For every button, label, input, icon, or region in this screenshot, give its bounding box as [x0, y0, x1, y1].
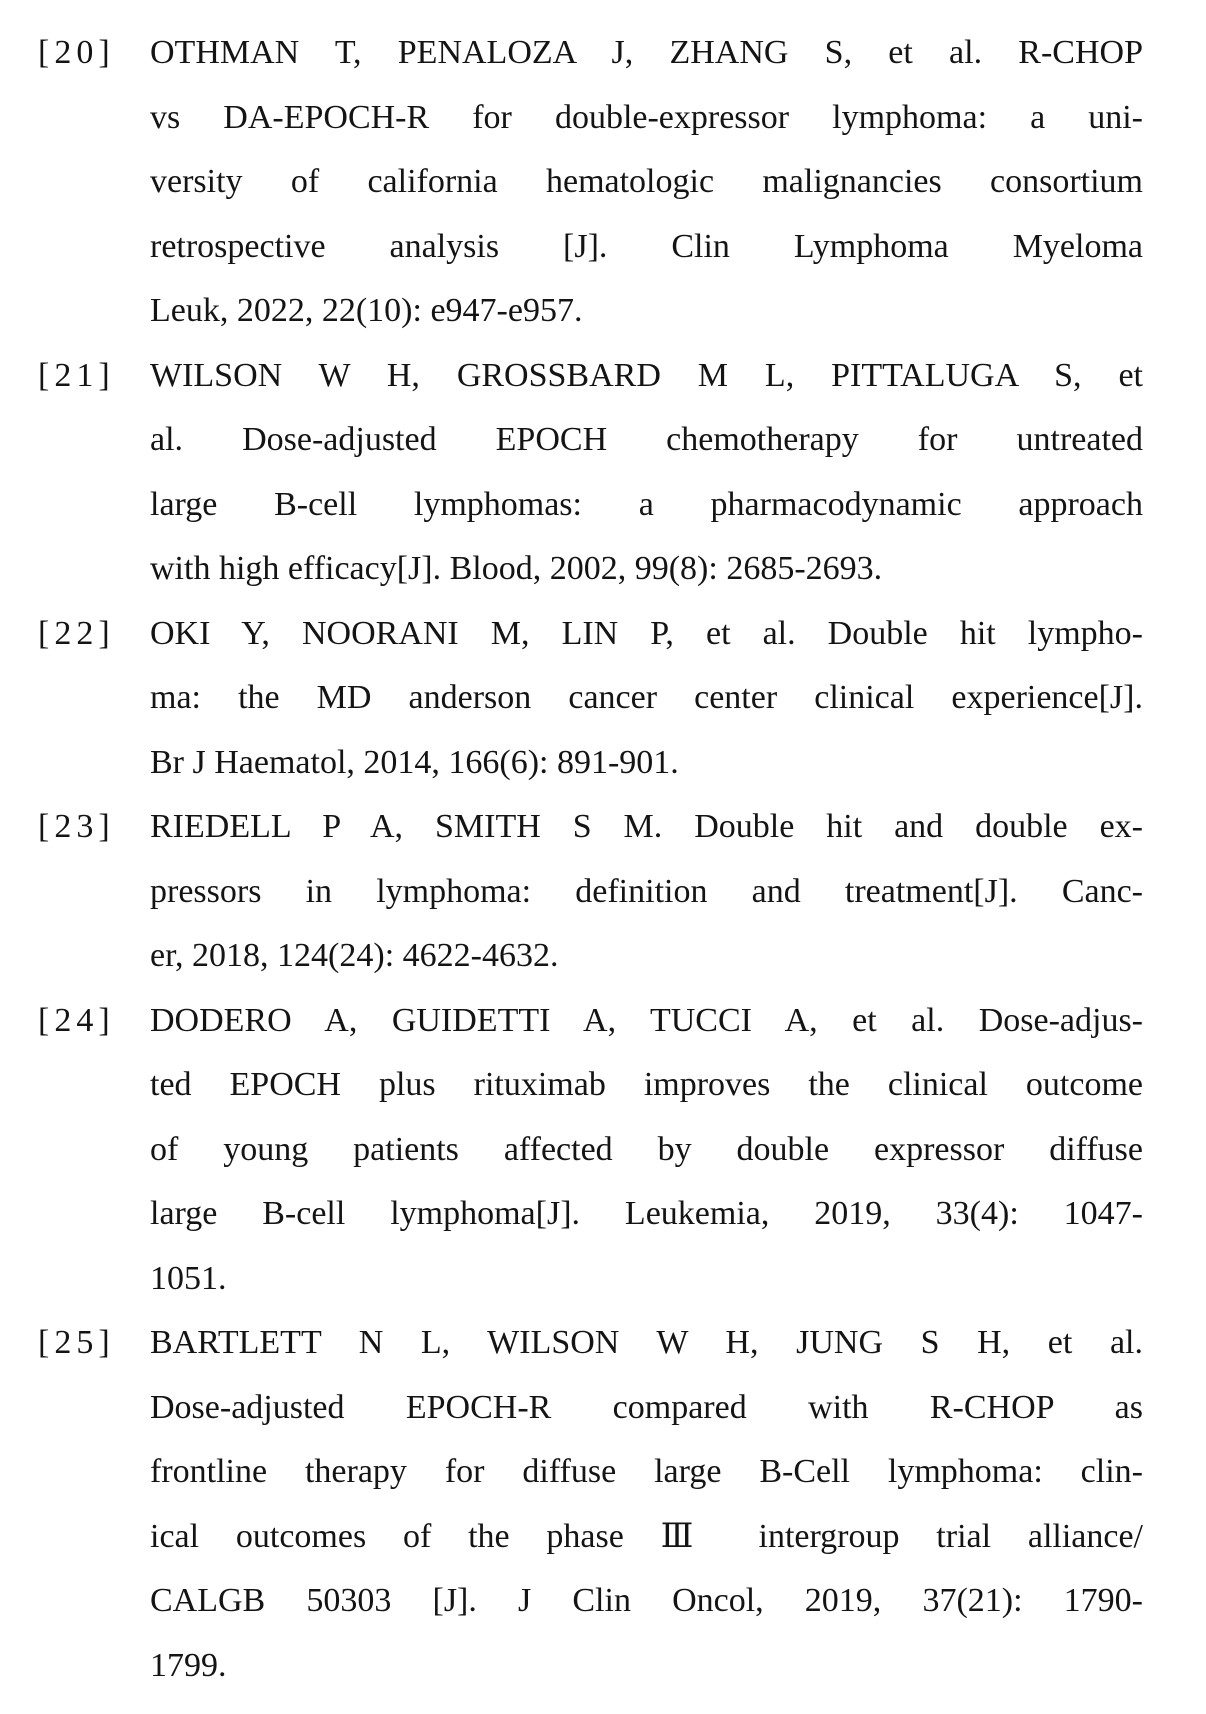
reference-item-25: [38, 1311, 1143, 1698]
reference-text: [150, 1311, 1143, 1698]
reference-number: [20]: [38, 34, 115, 71]
reference-item-24: [38, 989, 1143, 1312]
reference-line: 1051.: [150, 1259, 227, 1297]
reference-line: retrospective analysis [J]. Clin Lymphoma Myeloma: [150, 227, 1143, 265]
reference-line: al. Dose-adjusted EPOCH chemotherapy for untreated: [150, 421, 1143, 458]
reference-text: [150, 344, 1143, 602]
reference-line: large B-cell lymphomas: a pharmacodynamic approach: [150, 485, 1143, 523]
reference-line: 1799.: [150, 1646, 227, 1684]
reference-number: [23]: [38, 808, 115, 845]
reference-item-20: [38, 21, 1143, 344]
reference-line: Dose-adjusted EPOCH-R compared with R-CHOP as: [150, 1388, 1143, 1426]
reference-line: frontline therapy for diffuse large B-Cell lymphoma: clin-: [150, 1453, 1143, 1490]
reference-number: [21]: [38, 356, 115, 394]
reference-text: [150, 21, 1143, 344]
reference-item-22: [38, 602, 1143, 796]
reference-text: [150, 602, 1143, 796]
reference-number: [25]: [38, 1324, 115, 1361]
reference-text: [150, 989, 1143, 1312]
reference-line: ical outcomes of the phase Ⅲ intergroup trial alliance/: [150, 1517, 1143, 1555]
reference-line: WILSON W H, GROSSBARD M L, PITTALUGA S, et: [150, 356, 1143, 394]
reference-line: pressors in lymphoma: definition and treatment[J]. Canc-: [150, 872, 1143, 910]
reference-line: ted EPOCH plus rituximab improves the clinical outcome: [150, 1066, 1143, 1103]
reference-line: large B-cell lymphoma[J]. Leukemia, 2019, 33(4): 1047-: [150, 1195, 1143, 1232]
reference-line: RIEDELL P A, SMITH S M. Double hit and double ex-: [150, 808, 1143, 845]
reference-number: [24]: [38, 1001, 115, 1039]
reference-line: vs DA-EPOCH-R for double-expressor lymphoma: a uni-: [150, 98, 1143, 136]
reference-line: ma: the MD anderson cancer center clinical experience[J].: [150, 679, 1143, 716]
reference-line: OTHMAN T, PENALOZA J, ZHANG S, et al. R-CHOP: [150, 34, 1143, 71]
reference-item-21: [38, 344, 1143, 602]
reference-line: er, 2018, 124(24): 4622-4632.: [150, 937, 559, 974]
reference-line: versity of california hematologic malignancies consortium: [150, 163, 1143, 200]
reference-item-23: [38, 795, 1143, 989]
reference-line: OKI Y, NOORANI M, LIN P, et al. Double hit lympho-: [150, 614, 1143, 652]
reference-line: BARTLETT N L, WILSON W H, JUNG S H, et al.: [150, 1324, 1143, 1361]
reference-line: of young patients affected by double expressor diffuse: [150, 1130, 1143, 1168]
reference-line: DODERO A, GUIDETTI A, TUCCI A, et al. Dose-adjus-: [150, 1001, 1143, 1039]
reference-line: with high efficacy[J]. Blood, 2002, 99(8): 2685-2693.: [150, 550, 883, 587]
reference-line: Br J Haematol, 2014, 166(6): 891-901.: [150, 743, 679, 781]
reference-text: [150, 795, 1143, 989]
reference-number: [22]: [38, 614, 115, 652]
reference-line: CALGB 50303 [J]. J Clin Oncol, 2019, 37(21): 1790-: [150, 1582, 1143, 1619]
reference-line: Leuk, 2022, 22(10): e947-e957.: [150, 292, 583, 329]
